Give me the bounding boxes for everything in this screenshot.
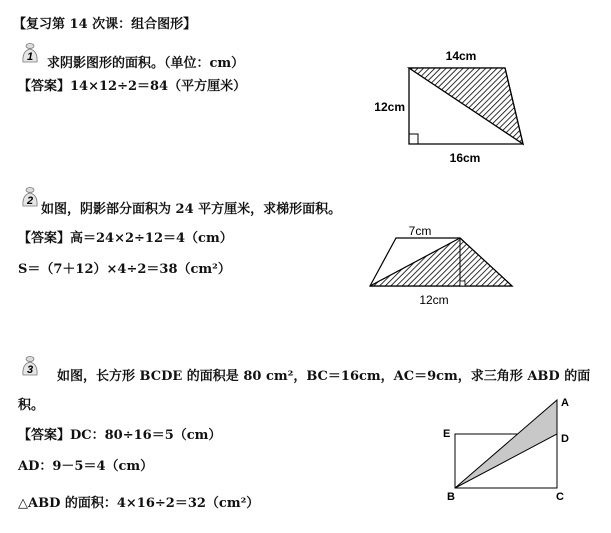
label-top-2: 7cm	[408, 224, 432, 238]
problem-3-answer-1: 【答案】DC：80÷16＝5（cm）	[18, 428, 222, 443]
number-badge-3-icon	[21, 355, 39, 377]
shaded-triangle-1	[409, 68, 523, 144]
problem-3-answer-3: △ABD 的面积：4×16÷2＝32（cm²）	[18, 496, 260, 511]
shaded-triangle-abd	[455, 400, 557, 488]
label-E: E	[443, 428, 451, 440]
figure-1	[355, 40, 545, 170]
problem-1-question: 求阴影图形的面积。（单位：cm）	[47, 56, 245, 71]
badge-2-number: 2	[26, 195, 34, 207]
number-badge-2-icon	[21, 186, 39, 208]
label-A: A	[561, 397, 569, 409]
page-title: 【复习第 14 次课：组合图形】	[13, 17, 197, 32]
label-bottom-1: 16cm	[449, 151, 481, 165]
label-top-1: 14cm	[445, 49, 477, 63]
problem-3-question-line2: 积。	[18, 398, 45, 413]
right-angle-mark	[409, 134, 418, 144]
problem-2-question: 如图，阴影部分面积为 24 平方厘米，求梯形面积。	[41, 202, 342, 217]
label-D: D	[561, 433, 569, 445]
figure-3	[435, 390, 585, 508]
badge-3-number: 3	[26, 364, 34, 376]
problem-2-answer-1: 【答案】高＝24×2÷12＝4（cm）	[18, 231, 233, 246]
label-C: C	[556, 491, 564, 503]
label-left-1: 12cm	[374, 100, 405, 114]
problem-2-answer-2: S＝（7＋12）×4÷2＝38（cm²）	[18, 262, 231, 277]
figure-2	[360, 220, 530, 312]
right-angle-mark-2	[460, 281, 465, 286]
problem-3-question-line1: 如图，长方形 BCDE 的面积是 80 cm²，BC＝16cm，AC＝9cm，求三角形 ABD 的面	[57, 369, 591, 384]
problem-3-answer-2: AD：9－5＝4（cm）	[18, 459, 154, 474]
shaded-triangle-2	[370, 238, 512, 286]
problem-1-answer: 【答案】14×12÷2＝84（平方厘米）	[18, 79, 247, 94]
badge-1-number: 1	[26, 51, 34, 63]
label-B: B	[447, 491, 455, 503]
label-bottom-2: 12cm	[419, 293, 449, 307]
number-badge-1-icon	[21, 42, 39, 64]
